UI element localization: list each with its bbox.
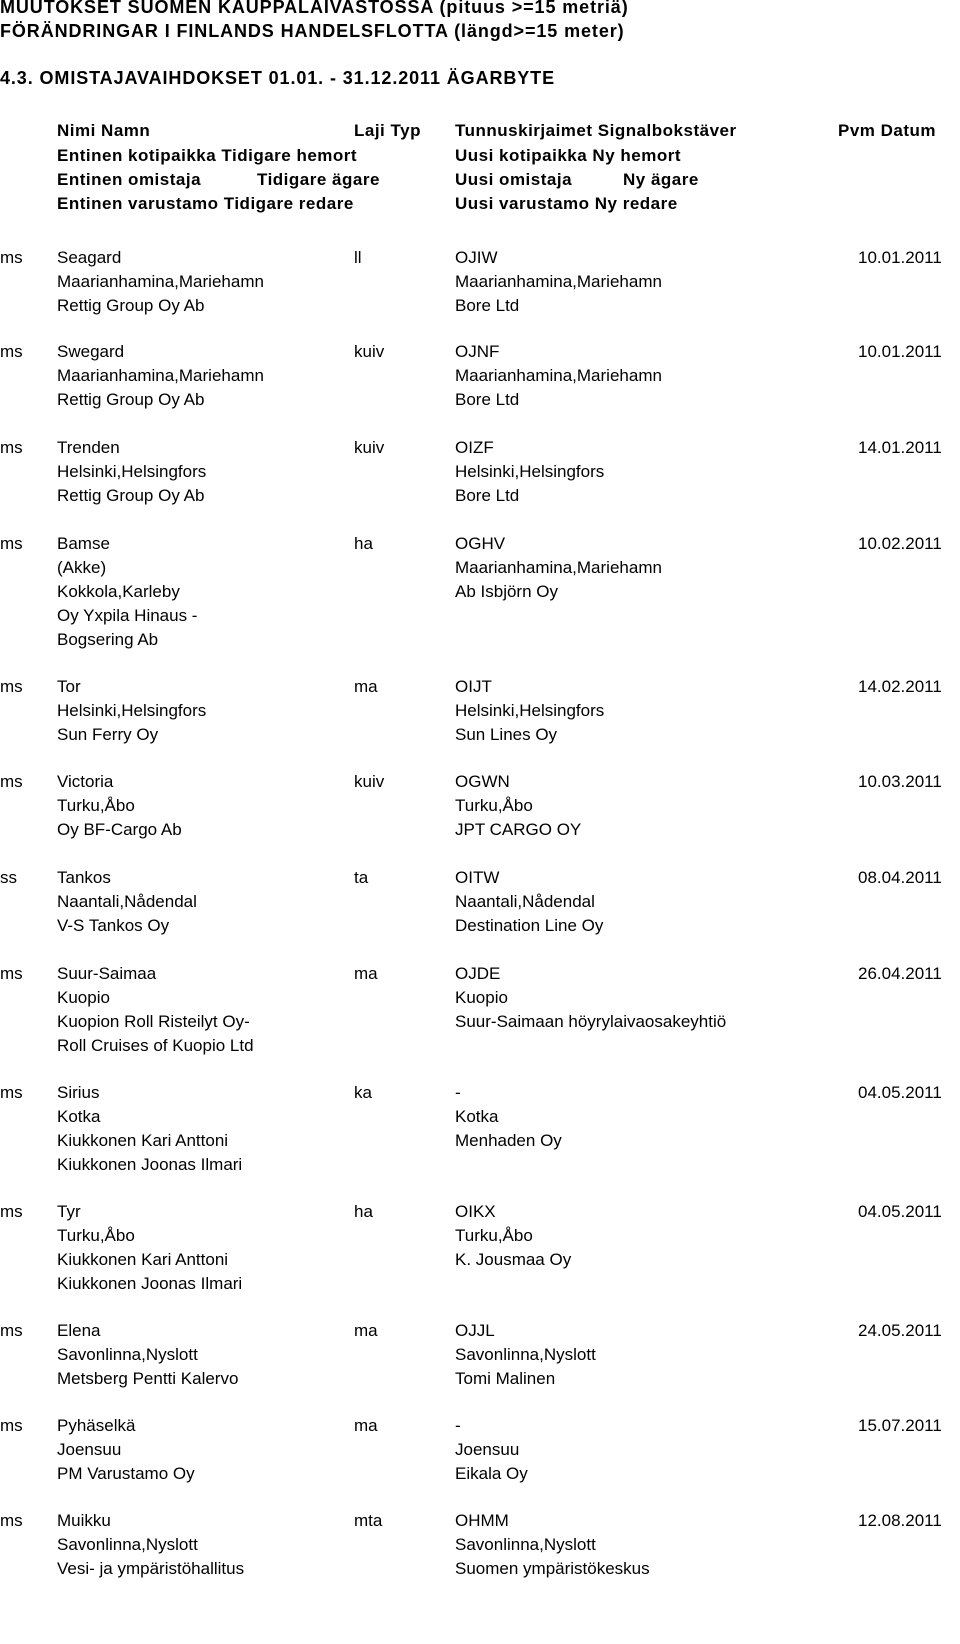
former-detail: Joensuu xyxy=(57,1440,122,1459)
ship-name: Pyhäselkä xyxy=(57,1416,136,1435)
header-uusi-kotipaikka: Uusi kotipaikka Ny hemort xyxy=(455,146,682,165)
former-detail: (Akke) xyxy=(57,558,107,577)
new-detail: Helsinki,Helsingfors xyxy=(455,701,605,720)
signal-letters: OJDE xyxy=(455,964,501,983)
header-ny-agare: Ny ägare xyxy=(623,170,699,189)
change-date: 26.04.2011 xyxy=(858,964,942,983)
ship-laji: ma xyxy=(354,1416,378,1435)
vessel-type: ms xyxy=(0,342,23,361)
vessel-type: ms xyxy=(0,1321,23,1340)
section-title: 4.3. OMISTAJAVAIHDOKSET 01.01. - 31.12.2011 ÄGARBYTE xyxy=(0,68,555,88)
signal-letters: OHMM xyxy=(455,1511,509,1530)
change-date: 04.05.2011 xyxy=(858,1202,942,1221)
change-date: 15.07.2011 xyxy=(858,1416,942,1435)
change-date: 10.01.2011 xyxy=(858,248,942,267)
former-detail: V-S Tankos Oy xyxy=(57,916,170,935)
ship-laji: mta xyxy=(354,1511,383,1530)
change-date: 10.01.2011 xyxy=(858,342,942,361)
new-detail: Maarianhamina,Mariehamn xyxy=(455,272,662,291)
vessel-type: ms xyxy=(0,772,23,791)
new-detail: Savonlinna,Nyslott xyxy=(455,1535,596,1554)
former-detail: Helsinki,Helsingfors xyxy=(57,701,207,720)
ship-name: Tyr xyxy=(57,1202,81,1221)
former-detail: Metsberg Pentti Kalervo xyxy=(57,1369,239,1388)
former-detail: Roll Cruises of Kuopio Ltd xyxy=(57,1036,254,1055)
new-detail: Suomen ympäristökeskus xyxy=(455,1559,650,1578)
header-uusi-omistaja: Uusi omistaja xyxy=(455,170,573,189)
former-detail: Oy BF-Cargo Ab xyxy=(57,820,182,839)
ship-laji: ka xyxy=(354,1083,372,1102)
vessel-type: ss xyxy=(0,868,17,887)
ship-name: Trenden xyxy=(57,438,120,457)
vessel-type: ms xyxy=(0,964,23,983)
ship-laji: ll xyxy=(354,248,362,267)
former-detail: Naantali,Nådendal xyxy=(57,892,197,911)
former-detail: Rettig Group Oy Ab xyxy=(57,486,205,505)
vessel-type: ms xyxy=(0,1202,23,1221)
new-detail: Maarianhamina,Mariehamn xyxy=(455,558,662,577)
change-date: 04.05.2011 xyxy=(858,1083,942,1102)
ship-name: Muikku xyxy=(57,1511,111,1530)
signal-letters: OJNF xyxy=(455,342,500,361)
new-detail: Kuopio xyxy=(455,988,508,1007)
ship-laji: kuiv xyxy=(354,342,385,361)
former-detail: Sun Ferry Oy xyxy=(57,725,159,744)
former-detail: Rettig Group Oy Ab xyxy=(57,296,205,315)
new-detail: Bore Ltd xyxy=(455,296,520,315)
new-detail: Bore Ltd xyxy=(455,390,520,409)
new-detail: Kotka xyxy=(455,1107,499,1126)
ship-name: Sirius xyxy=(57,1083,100,1102)
former-detail: PM Varustamo Oy xyxy=(57,1464,195,1483)
former-detail: Maarianhamina,Mariehamn xyxy=(57,366,264,385)
header-entinen-omistaja: Entinen omistaja xyxy=(57,170,202,189)
former-detail: Helsinki,Helsingfors xyxy=(57,462,207,481)
new-detail: Naantali,Nådendal xyxy=(455,892,595,911)
vessel-type: ms xyxy=(0,438,23,457)
former-detail: Turku,Åbo xyxy=(57,1226,135,1245)
new-detail: Sun Lines Oy xyxy=(455,725,558,744)
former-detail: Kotka xyxy=(57,1107,101,1126)
title-line-2: FÖRÄNDRINGAR I FINLANDS HANDELSFLOTTA (längd>=15 meter) xyxy=(0,21,625,41)
ship-name: Bamse xyxy=(57,534,110,553)
signal-letters: OIJT xyxy=(455,677,492,696)
new-detail: Ab Isbjörn Oy xyxy=(455,582,558,601)
vessel-type: ms xyxy=(0,534,23,553)
signal-letters: OJIW xyxy=(455,248,498,267)
former-detail: Savonlinna,Nyslott xyxy=(57,1345,198,1364)
ship-laji: kuiv xyxy=(354,772,385,791)
header-tunnus: Tunnuskirjaimet Signalbokstäver xyxy=(455,121,737,140)
header-entinen-kotipaikka: Entinen kotipaikka Tidigare hemort xyxy=(57,146,358,165)
title-line-1: MUUTOKSET SUOMEN KAUPPALAIVASTOSSA (pituus >=15 metriä) xyxy=(0,0,629,17)
header-entinen-varustamo: Entinen varustamo Tidigare redare xyxy=(57,194,354,213)
header-nimi: Nimi Namn xyxy=(57,121,151,140)
vessel-type: ms xyxy=(0,1083,23,1102)
new-detail: K. Jousmaa Oy xyxy=(455,1250,572,1269)
new-detail: Destination Line Oy xyxy=(455,916,604,935)
ship-laji: ma xyxy=(354,964,378,983)
former-detail: Kiukkonen Kari Anttoni xyxy=(57,1131,229,1150)
new-detail: Menhaden Oy xyxy=(455,1131,562,1150)
change-date: 14.01.2011 xyxy=(858,438,942,457)
former-detail: Kuopion Roll Risteilyt Oy- xyxy=(57,1012,250,1031)
ship-name: Tor xyxy=(57,677,81,696)
signal-letters: OGHV xyxy=(455,534,506,553)
ship-name: Suur-Saimaa xyxy=(57,964,157,983)
signal-letters: OJJL xyxy=(455,1321,495,1340)
change-date: 10.03.2011 xyxy=(858,772,942,791)
signal-letters: OGWN xyxy=(455,772,510,791)
former-detail: Kiukkonen Joonas Ilmari xyxy=(57,1274,243,1293)
ship-laji: kuiv xyxy=(354,438,385,457)
new-detail: Helsinki,Helsingfors xyxy=(455,462,605,481)
ship-name: Victoria xyxy=(57,772,114,791)
former-detail: Vesi- ja ympäristöhallitus xyxy=(57,1559,245,1578)
new-detail: Eikala Oy xyxy=(455,1464,528,1483)
former-detail: Kuopio xyxy=(57,988,110,1007)
former-detail: Kiukkonen Kari Anttoni xyxy=(57,1250,229,1269)
header-uusi-varustamo: Uusi varustamo Ny redare xyxy=(455,194,678,213)
new-detail: Tomi Malinen xyxy=(455,1369,556,1388)
ship-name: Tankos xyxy=(57,868,111,887)
new-detail: Savonlinna,Nyslott xyxy=(455,1345,596,1364)
new-detail: Bore Ltd xyxy=(455,486,520,505)
new-detail: Joensuu xyxy=(455,1440,520,1459)
signal-letters: OIZF xyxy=(455,438,494,457)
former-detail: Oy Yxpila Hinaus - xyxy=(57,606,198,625)
vessel-type: ms xyxy=(0,1511,23,1530)
former-detail: Kokkola,Karleby xyxy=(57,582,180,601)
change-date: 10.02.2011 xyxy=(858,534,942,553)
former-detail: Savonlinna,Nyslott xyxy=(57,1535,198,1554)
signal-letters: OIKX xyxy=(455,1202,496,1221)
change-date: 12.08.2011 xyxy=(858,1511,942,1530)
vessel-type: ms xyxy=(0,677,23,696)
header-pvm: Pvm Datum xyxy=(838,121,937,140)
new-detail: JPT CARGO OY xyxy=(455,820,582,839)
ship-name: Seagard xyxy=(57,248,122,267)
vessel-type: ms xyxy=(0,248,23,267)
ship-name: Elena xyxy=(57,1321,101,1340)
ship-name: Swegard xyxy=(57,342,125,361)
header-tidigare-agare: Tidigare ägare xyxy=(257,170,380,189)
new-detail: Maarianhamina,Mariehamn xyxy=(455,366,662,385)
change-date: 24.05.2011 xyxy=(858,1321,942,1340)
header-laji: Laji Typ xyxy=(354,121,421,140)
signal-letters: - xyxy=(455,1083,461,1102)
ship-laji: ma xyxy=(354,1321,378,1340)
vessel-type: ms xyxy=(0,1416,23,1435)
former-detail: Maarianhamina,Mariehamn xyxy=(57,272,264,291)
ship-laji: ta xyxy=(354,868,369,887)
former-detail: Bogsering Ab xyxy=(57,630,159,649)
former-detail: Turku,Åbo xyxy=(57,796,135,815)
ship-laji: ma xyxy=(354,677,378,696)
new-detail: Turku,Åbo xyxy=(455,1226,533,1245)
ship-laji: ha xyxy=(354,1202,373,1221)
new-detail: Suur-Saimaan höyrylaivaosakeyhtiö xyxy=(455,1012,727,1031)
change-date: 08.04.2011 xyxy=(858,868,942,887)
signal-letters: - xyxy=(455,1416,461,1435)
new-detail: Turku,Åbo xyxy=(455,796,533,815)
signal-letters: OITW xyxy=(455,868,500,887)
former-detail: Rettig Group Oy Ab xyxy=(57,390,205,409)
change-date: 14.02.2011 xyxy=(858,677,942,696)
former-detail: Kiukkonen Joonas Ilmari xyxy=(57,1155,243,1174)
ship-laji: ha xyxy=(354,534,373,553)
